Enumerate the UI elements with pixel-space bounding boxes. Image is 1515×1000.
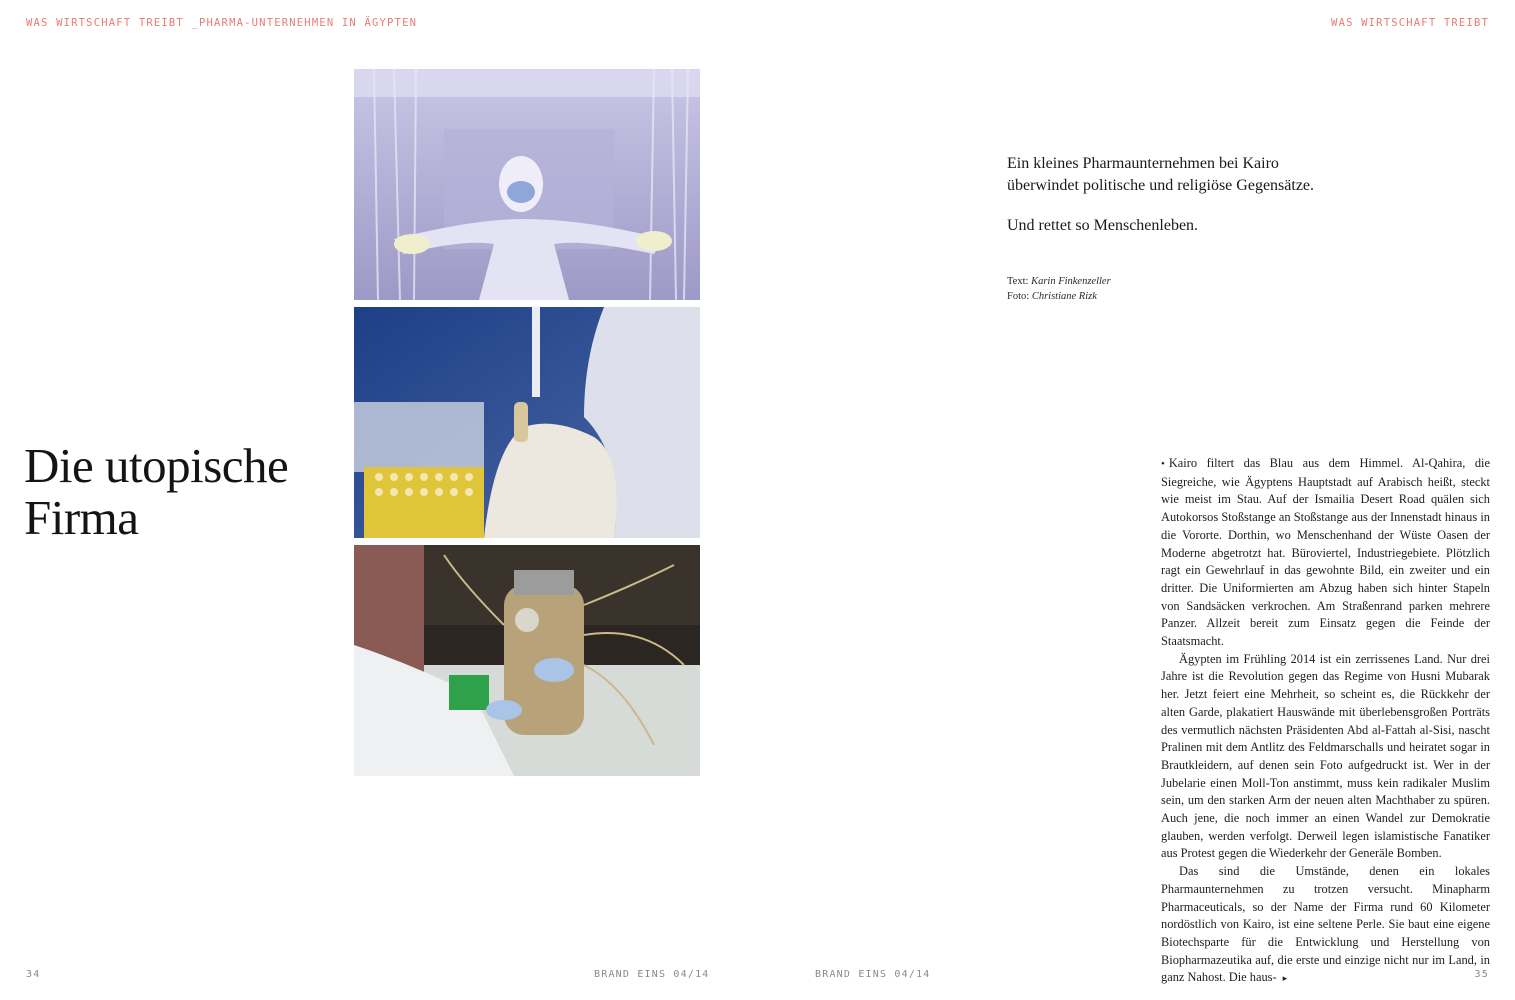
- page-number-right: 35: [1474, 969, 1489, 980]
- magazine-issue-left: BRAND EINS 04/14: [594, 969, 710, 980]
- photo-cleanroom-worker: [354, 69, 700, 300]
- intro-line-3: Und rettet so Menschenleben.: [1007, 217, 1199, 234]
- article-intro: [1007, 153, 1367, 237]
- page-number-left: 34: [26, 969, 41, 980]
- credit-photo-label: Foto:: [1007, 291, 1030, 302]
- article-headline: [24, 440, 344, 544]
- body-paragraph-3: [1161, 863, 1490, 988]
- credit-text-author: Karin Finkenzeller: [1031, 276, 1111, 287]
- credit-text-label: Text:: [1007, 276, 1029, 287]
- running-head-left: WAS WIRTSCHAFT TREIBT _PHARMA-UNTERNEHMEN IN ÄGYPTEN: [26, 17, 418, 29]
- credit-photo-author: Christiane Rizk: [1031, 291, 1097, 302]
- body-paragraph-2: Ägypten im Frühling 2014 ist ein zerrissenes Land. Nur drei Jahre ist die Revolution gegen das Regime von Husni Mubarak her. Jetzt feiert eine Mehrheit, so scheint es, die Rückkehr der alten Garde, plakatiert Hauswände mit überlebensgroßen Porträts des vermutlich nächsten Präsidenten Abd al-Fattah al-Sisi, nascht Pralinen mit dem Antlitz des Feldmarschalls und heiratet sogar in Brautkleidern, auf denen sein Foto aufgedruckt ist. Wer in der Jubelarie einen Moll-Ton anstimmt, muss kein radikaler Muslim sein, um den starken Arm der neuen alten Machthaber zu spüren. Auch jene, die noch immer an einen Wandel zur Demokratie glauben, werden verfolgt. Derweil legen islamistische Fanatiker aus Protest gegen die Wiederkehr der Generäle Bomben.: [1161, 651, 1490, 861]
- article-body: [1161, 455, 1490, 988]
- photo-bioreactor: [354, 545, 700, 776]
- magazine-issue-right: BRAND EINS 04/14: [815, 969, 931, 980]
- intro-line-1: Ein kleines Pharmaunternehmen bei Kairo: [1007, 155, 1279, 172]
- credit-photo: [1007, 289, 1307, 304]
- running-head-right: WAS WIRTSCHAFT TREIBT: [1331, 17, 1489, 29]
- article-credits: [1007, 274, 1307, 304]
- bullet-icon: •: [1161, 458, 1165, 470]
- intro-line-2: überwindet politische und religiöse Gegensätze.: [1007, 177, 1315, 194]
- credit-text: [1007, 274, 1307, 289]
- headline-line-2: Firma: [24, 490, 139, 545]
- body-paragraph-3-text: Das sind die Umstände, denen ein lokales Pharmaunternehmen zu trotzen versucht. Minapharm Pharmaceuticals, so der Name der Firma rund 60 Kilometer nordöstlich von Kairo, ist eine seltene Perle. Sie baut eine eigene Biotechsparte für die Entwicklung und Herstellung von Biopharmazeutika auf, die erste und einzige nicht nur im Land, in ganz Nahost. Die haus-: [1161, 864, 1490, 985]
- continue-arrow-icon: ▸: [1282, 973, 1288, 984]
- photo-pipette-lab: [354, 307, 700, 538]
- headline-line-1: Die utopische: [24, 438, 289, 493]
- body-paragraph-1: [1161, 455, 1490, 651]
- body-paragraph-1-text: Kairo filtert das Blau aus dem Himmel. Al-Qahira, die Siegreiche, wie Ägyptens Hauptstadt auf Arabisch heißt, steckt wie meist im Stau. Auf der Ismailia Desert Road quälen sich Autokorsos Stoßstange an Stoßstange aus der Innenstadt hinaus in die Vororte. Dorthin, wo Menschenhand der Wüste Oasen der Moderne abgetrotzt hat. Büroviertel, Industriegebiete. Plötzlich ragt ein Gewehrlauf in das gewohnte Bild, ein zweiter und ein dritter. Die Uniformierten am Abzug haben sich hinter Stapeln von Sandsäcken verkrochen. Am Straßenrand parken mehrere Panzer. Allzeit bereit zum Einsatz gegen die Feinde der Staatsmacht.: [1161, 456, 1490, 649]
